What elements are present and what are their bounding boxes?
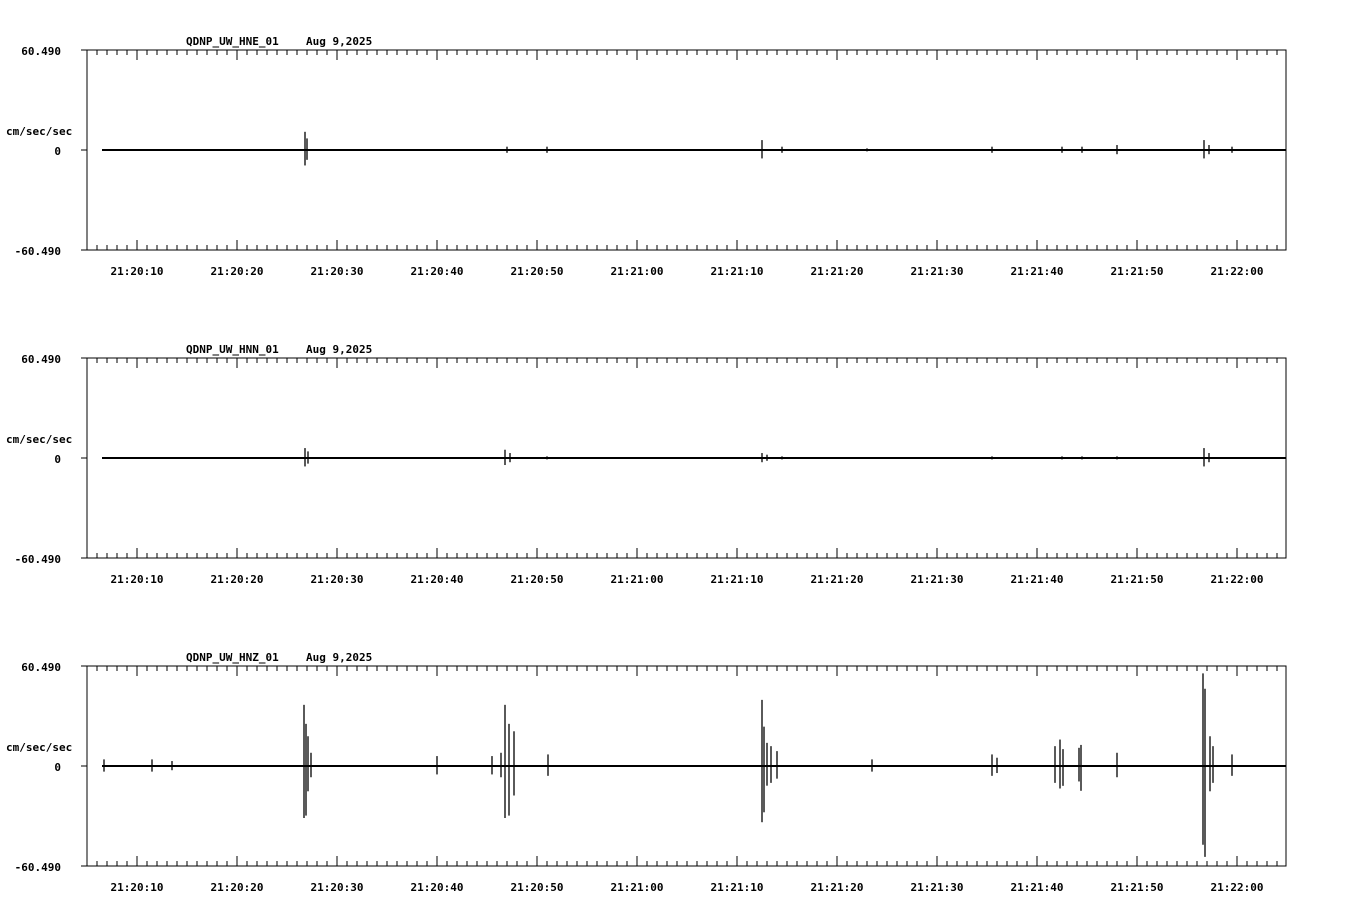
x-tick-label: 21:21:10 bbox=[710, 265, 764, 278]
x-tick-label: 21:22:00 bbox=[1210, 265, 1264, 278]
x-tick-label: 21:21:30 bbox=[910, 573, 964, 586]
x-tick-label: 21:20:30 bbox=[310, 265, 364, 278]
x-tick-label: 21:20:20 bbox=[210, 265, 264, 278]
x-tick-label: 21:21:40 bbox=[1010, 573, 1064, 586]
y-tick-label-min: -60.490 bbox=[14, 245, 61, 258]
channel-panel-hnn bbox=[6, 343, 1286, 586]
channel-date: Aug 9,2025 bbox=[306, 343, 373, 356]
y-tick-label-max: 60.490 bbox=[21, 661, 61, 674]
channel-title: QDNP_UW_HNN_01 bbox=[186, 343, 279, 356]
x-tick-label: 21:22:00 bbox=[1210, 573, 1264, 586]
y-axis-label: cm/sec/sec bbox=[6, 125, 73, 138]
x-tick-label: 21:21:50 bbox=[1110, 265, 1164, 278]
y-tick-label-max: 60.490 bbox=[21, 45, 61, 58]
x-tick-label: 21:20:40 bbox=[410, 573, 464, 586]
x-tick-label: 21:21:20 bbox=[810, 265, 864, 278]
x-axis-tick-labels bbox=[111, 573, 1264, 586]
x-tick-label: 21:21:20 bbox=[810, 881, 864, 894]
x-tick-label: 21:20:50 bbox=[510, 573, 564, 586]
x-tick-label: 21:21:30 bbox=[910, 881, 964, 894]
x-tick-label: 21:20:20 bbox=[210, 881, 264, 894]
x-tick-label: 21:21:00 bbox=[610, 573, 664, 586]
x-tick-label: 21:21:00 bbox=[610, 265, 664, 278]
y-tick-label-zero: 0 bbox=[54, 453, 61, 466]
x-tick-label: 21:20:20 bbox=[210, 573, 264, 586]
y-axis-label: cm/sec/sec bbox=[6, 741, 73, 754]
x-tick-label: 21:21:40 bbox=[1010, 265, 1064, 278]
x-axis-tick-labels bbox=[111, 265, 1264, 278]
x-tick-label: 21:20:30 bbox=[310, 573, 364, 586]
channel-date: Aug 9,2025 bbox=[306, 651, 373, 664]
x-tick-label: 21:20:10 bbox=[110, 881, 164, 894]
channel-title: QDNP_UW_HNE_01 bbox=[186, 35, 279, 48]
y-tick-label-min: -60.490 bbox=[14, 553, 61, 566]
channel-date: Aug 9,2025 bbox=[306, 35, 373, 48]
x-tick-label: 21:21:50 bbox=[1110, 573, 1164, 586]
x-tick-label: 21:20:10 bbox=[110, 265, 164, 278]
seismic-trace bbox=[102, 132, 1286, 166]
x-tick-label: 21:20:40 bbox=[410, 881, 464, 894]
x-tick-label: 21:20:50 bbox=[510, 881, 564, 894]
x-tick-label: 21:22:00 bbox=[1210, 881, 1264, 894]
x-tick-label: 21:21:40 bbox=[1010, 881, 1064, 894]
y-tick-label-min: -60.490 bbox=[14, 861, 61, 874]
x-tick-label: 21:21:00 bbox=[610, 881, 664, 894]
y-tick-label-max: 60.490 bbox=[21, 353, 61, 366]
x-tick-label: 21:21:10 bbox=[710, 881, 764, 894]
channel-panel-hnz bbox=[6, 651, 1286, 894]
x-tick-label: 21:21:50 bbox=[1110, 881, 1164, 894]
seismic-trace bbox=[102, 448, 1286, 466]
channel-title: QDNP_UW_HNZ_01 bbox=[186, 651, 279, 664]
x-axis-tick-labels bbox=[111, 881, 1264, 894]
x-tick-label: 21:21:10 bbox=[710, 573, 764, 586]
x-tick-label: 21:20:50 bbox=[510, 265, 564, 278]
y-tick-label-zero: 0 bbox=[54, 145, 61, 158]
x-tick-label: 21:20:10 bbox=[110, 573, 164, 586]
x-tick-label: 21:21:20 bbox=[810, 573, 864, 586]
x-tick-label: 21:20:30 bbox=[310, 881, 364, 894]
x-tick-label: 21:21:30 bbox=[910, 265, 964, 278]
channel-panel-hne bbox=[6, 35, 1286, 278]
seismic-trace bbox=[102, 673, 1286, 857]
y-axis-label: cm/sec/sec bbox=[6, 433, 73, 446]
x-tick-label: 21:20:40 bbox=[410, 265, 464, 278]
y-tick-label-zero: 0 bbox=[54, 761, 61, 774]
